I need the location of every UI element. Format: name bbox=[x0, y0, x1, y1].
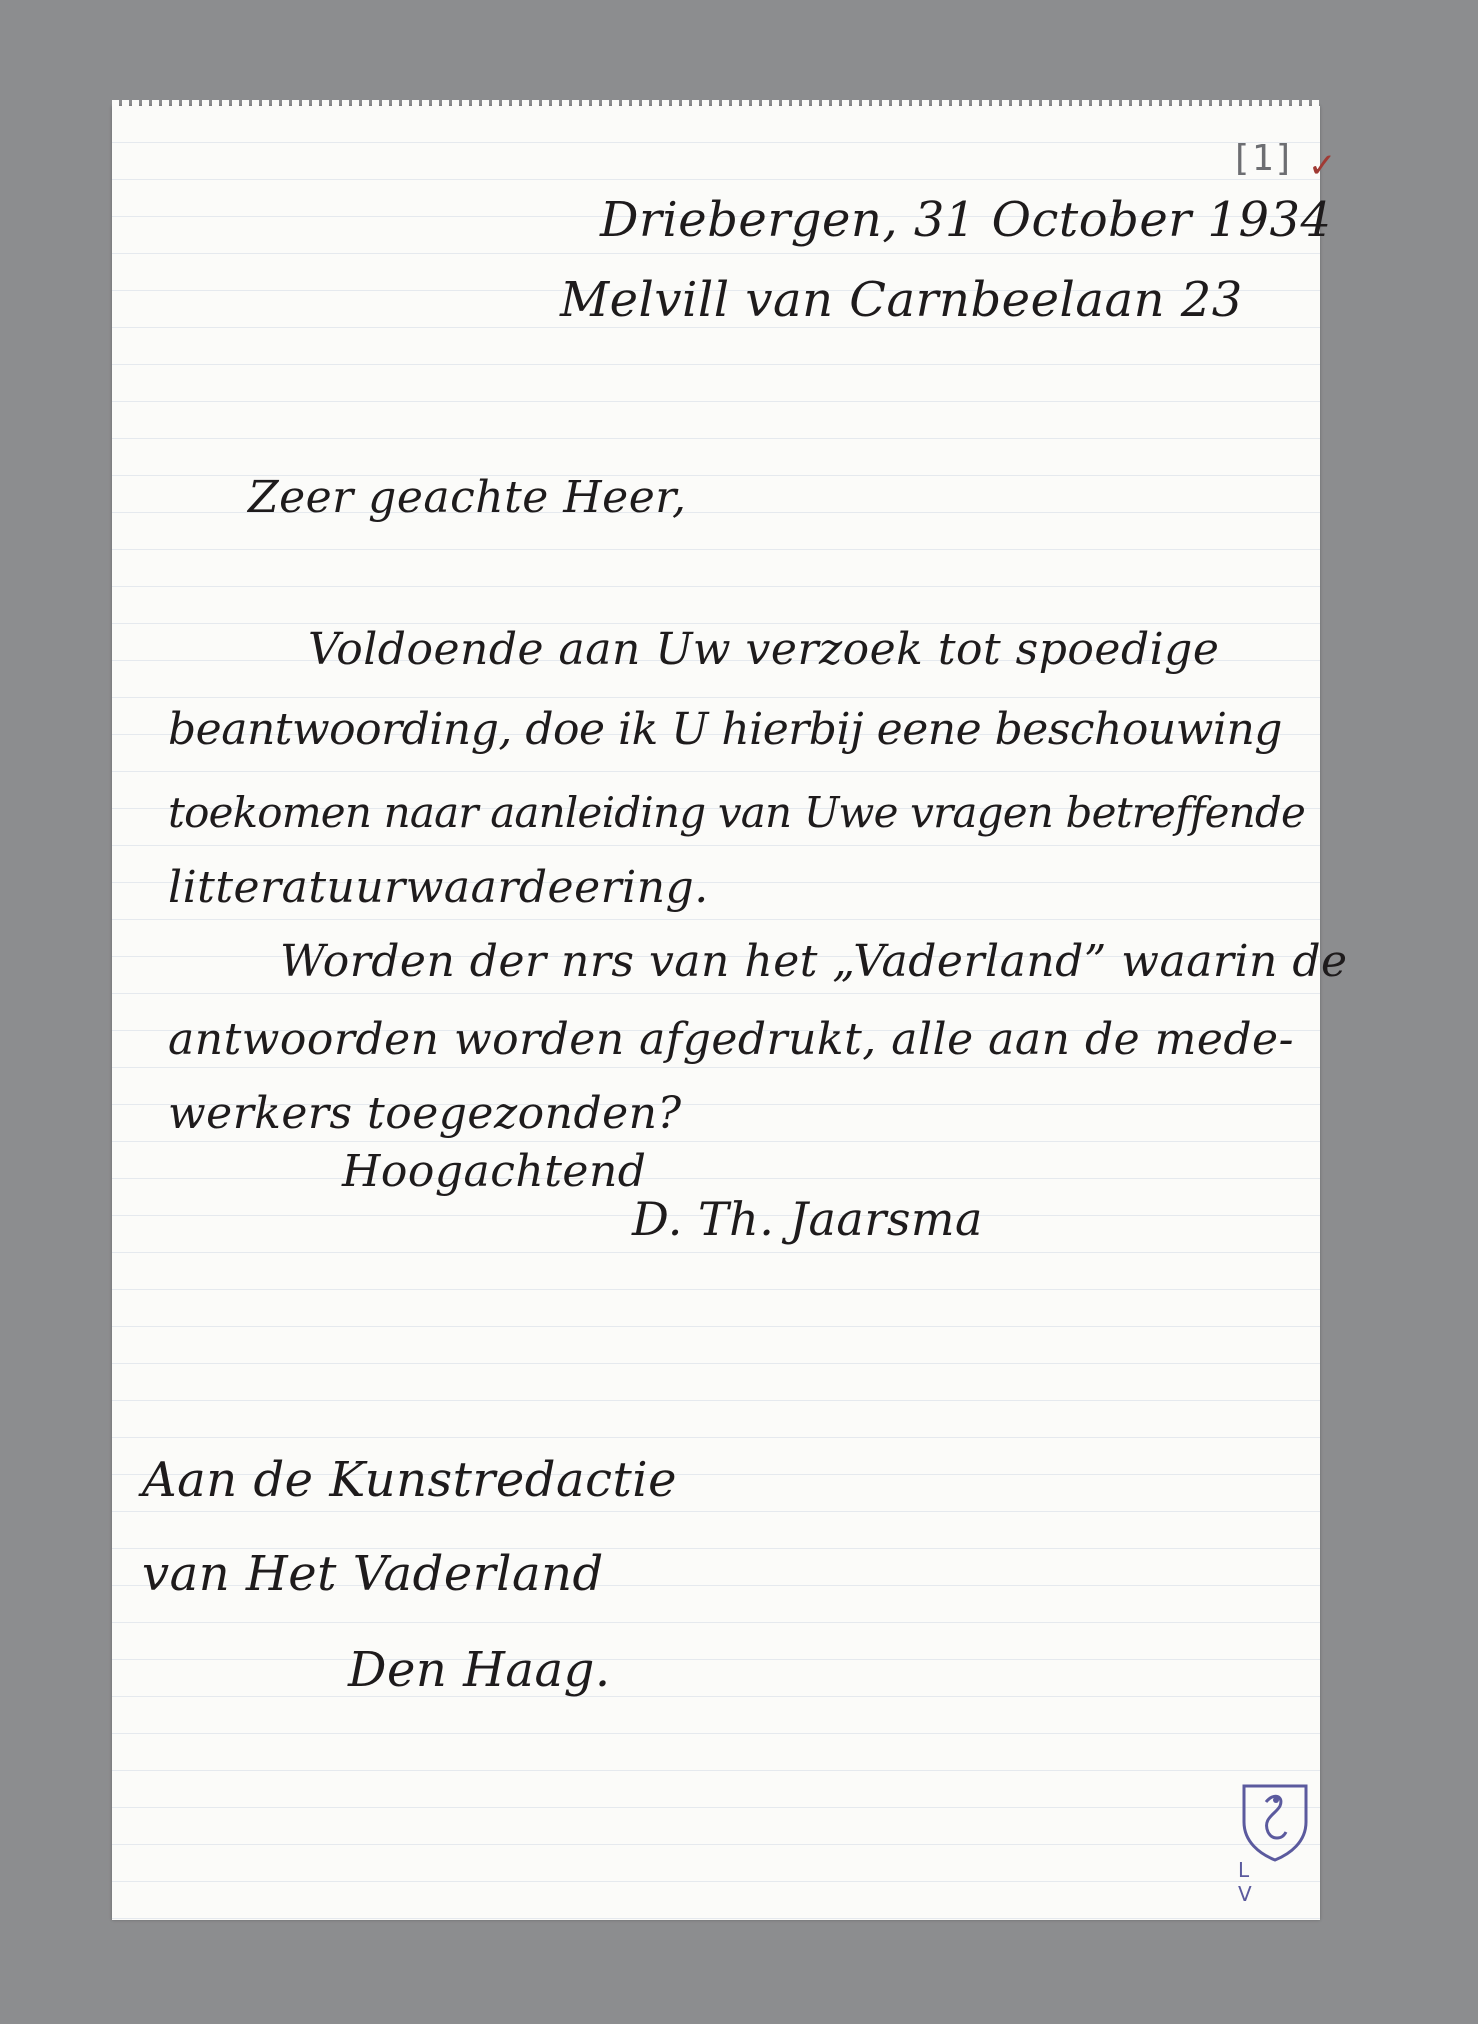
letter-sheet bbox=[112, 106, 1348, 1920]
addressee-line: Aan de Kunstredactie bbox=[142, 1452, 678, 1508]
body-line: litteratuurwaardeering. bbox=[168, 862, 709, 913]
red-check-mark-icon: ✓ bbox=[1308, 146, 1337, 186]
deckle-edge bbox=[112, 100, 1320, 108]
body-line: Voldoende aan Uw verzoek tot spoedige bbox=[308, 624, 1220, 675]
signature: D. Th. Jaarsma bbox=[632, 1192, 983, 1246]
addressee-line: van Het Vaderland bbox=[142, 1546, 604, 1602]
body-line: Worden der nrs van het „Vaderland” waarin de bbox=[280, 936, 1348, 987]
archive-reference: [1] bbox=[1230, 138, 1296, 179]
date-line: Driebergen, 31 October 1934 bbox=[600, 192, 1332, 248]
library-stamp-icon bbox=[1238, 1782, 1312, 1862]
address-line: Melvill van Carnbeelaan 23 bbox=[560, 272, 1243, 328]
salutation: Zeer geachte Heer, bbox=[248, 472, 687, 523]
addressee-line: Den Haag. bbox=[348, 1642, 611, 1698]
body-line: antwoorden worden afgedrukt, alle aan de mede- bbox=[168, 1014, 1294, 1065]
stamp-letters: L V bbox=[1238, 1858, 1278, 1906]
closing: Hoogachtend bbox=[342, 1146, 647, 1197]
body-line: werkers toegezonden? bbox=[168, 1088, 682, 1139]
body-line: beantwoording, doe ik U hierbij eene beschouwing bbox=[168, 704, 1282, 755]
body-line: toekomen naar aanleiding van Uwe vragen betreffende bbox=[168, 788, 1306, 837]
